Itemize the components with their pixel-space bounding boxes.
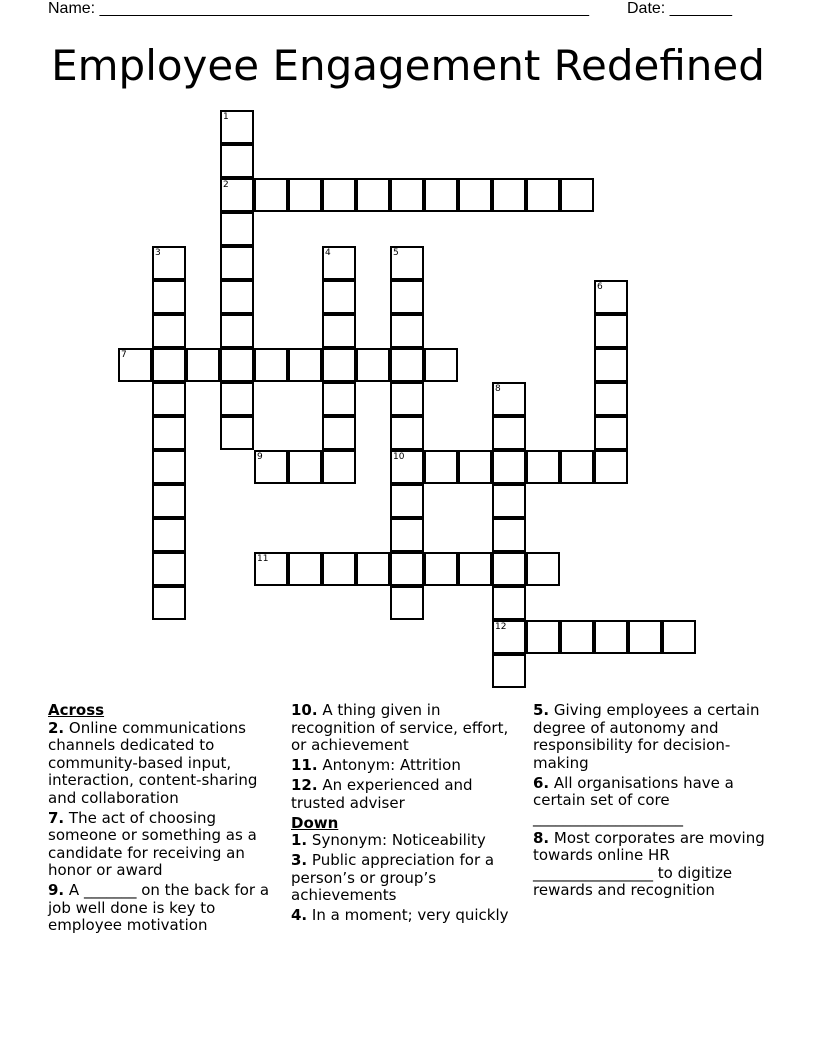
grid-cell[interactable] (220, 212, 254, 246)
clue-across-7: 7. The act of choosing someone or something as a candidate for receiving an honor or award (48, 808, 257, 879)
grid-cell[interactable] (628, 620, 662, 654)
grid-cell[interactable] (356, 552, 390, 586)
clue-down-5: 5. Giving employees a certain degree of autonomy and responsibility for decision-making (533, 701, 760, 772)
name-field[interactable]: Name: _______________________________________________________ (48, 0, 589, 17)
grid-cell[interactable] (322, 178, 356, 212)
grid-cell[interactable] (288, 552, 322, 586)
grid-cell[interactable] (390, 552, 424, 586)
grid-cell[interactable] (390, 416, 424, 450)
header (48, 0, 748, 18)
grid-cell[interactable] (424, 450, 458, 484)
clue-across-2: 2. Online communications channels dedicated to community-based input, interaction, content-sharing and collaboration (48, 718, 258, 807)
grid-cell[interactable] (526, 450, 560, 484)
grid-cell[interactable] (220, 416, 254, 450)
clue-down-4: 4. In a moment; very quickly (291, 906, 509, 924)
grid-cell[interactable] (390, 178, 424, 212)
clue-down-3: 3. Public appreciation for a person’s or group’s achievements (291, 851, 495, 904)
grid-cell[interactable] (526, 620, 560, 654)
clue-number-11: 11 (257, 554, 269, 564)
clue-number-1: 1 (223, 112, 229, 122)
grid-cell[interactable] (220, 144, 254, 178)
grid-cell[interactable] (322, 416, 356, 450)
grid-cell[interactable] (492, 450, 526, 484)
grid-cell[interactable] (560, 178, 594, 212)
grid-cell[interactable] (492, 416, 526, 450)
clue-number-12: 12 (495, 622, 507, 632)
grid-cell[interactable] (594, 416, 628, 450)
grid-cell[interactable] (288, 178, 322, 212)
grid-cell[interactable] (152, 416, 186, 450)
clue-down-6: 6. All organisations have a certain set of core ____________________ (533, 773, 734, 827)
grid-cell[interactable] (356, 178, 390, 212)
grid-cell[interactable] (152, 586, 186, 620)
clue-number-2: 2 (223, 180, 229, 190)
grid-cell[interactable] (390, 484, 424, 518)
grid-cell[interactable] (390, 280, 424, 314)
clues-column-2 (291, 702, 511, 927)
clue-number-4: 4 (325, 248, 331, 258)
grid-cell[interactable] (424, 552, 458, 586)
grid-cell[interactable] (288, 348, 322, 382)
clue-number-6: 6 (597, 282, 603, 292)
clue-down-8: 8. Most corporates are moving towards online HR ________________ to digitize rewards and recognition (533, 828, 765, 899)
clue-number-10: 10 (393, 452, 405, 462)
grid-cell[interactable] (254, 348, 288, 382)
grid-cell[interactable] (152, 484, 186, 518)
grid-cell[interactable] (356, 348, 390, 382)
grid-cell[interactable] (594, 382, 628, 416)
grid-cell[interactable] (662, 620, 696, 654)
down-heading: Down (291, 813, 339, 832)
clues-column-1 (48, 702, 280, 937)
grid-cell[interactable] (152, 552, 186, 586)
grid-cell[interactable] (492, 518, 526, 552)
grid-cell[interactable] (458, 178, 492, 212)
grid-cell[interactable] (390, 586, 424, 620)
clue-number-5: 5 (393, 248, 399, 258)
grid-cell[interactable] (322, 552, 356, 586)
grid-cell[interactable] (322, 382, 356, 416)
grid-cell[interactable] (322, 314, 356, 348)
clue-number-8: 8 (495, 384, 501, 394)
grid-cell[interactable] (492, 484, 526, 518)
grid-cell[interactable] (220, 314, 254, 348)
grid-cell[interactable] (152, 314, 186, 348)
grid-cell[interactable] (492, 654, 526, 688)
grid-cell[interactable] (390, 314, 424, 348)
grid-cell[interactable] (390, 518, 424, 552)
clue-across-10: 10. A thing given in recognition of service, effort, or achievement (291, 701, 509, 754)
grid-cell[interactable] (152, 280, 186, 314)
grid-cell[interactable] (492, 552, 526, 586)
grid-cell[interactable] (424, 348, 458, 382)
clue-number-9: 9 (257, 452, 263, 462)
grid-cell[interactable] (288, 450, 322, 484)
grid-cell[interactable] (220, 382, 254, 416)
grid-cell[interactable] (458, 450, 492, 484)
clue-across-12: 12. An experienced and trusted adviser (291, 776, 473, 812)
grid-cell[interactable] (322, 450, 356, 484)
grid-cell[interactable] (424, 178, 458, 212)
grid-cell[interactable] (220, 246, 254, 280)
clues-column-3 (533, 702, 765, 902)
clue-down-1: 1. Synonym: Noticeability (291, 831, 486, 849)
grid-cell[interactable] (526, 178, 560, 212)
grid-cell[interactable] (594, 450, 628, 484)
grid-cell[interactable] (152, 348, 186, 382)
clue-across-9: 9. A _______ on the back for a job well done is key to employee motivation (48, 881, 270, 934)
grid-cell[interactable] (186, 348, 220, 382)
date-field[interactable]: Date: _______ (627, 0, 732, 17)
grid-cell[interactable] (492, 178, 526, 212)
grid-cell[interactable] (594, 348, 628, 382)
grid-cell[interactable] (390, 348, 424, 382)
clue-across-11: 11. Antonym: Attrition (291, 756, 461, 774)
grid-cell[interactable] (220, 348, 254, 382)
grid-cell[interactable] (322, 280, 356, 314)
grid-cell[interactable] (492, 586, 526, 620)
grid-cell[interactable] (390, 382, 424, 416)
grid-cell[interactable] (152, 382, 186, 416)
grid-cell[interactable] (458, 552, 492, 586)
grid-cell[interactable] (594, 620, 628, 654)
across-heading: Across (48, 701, 105, 719)
grid-cell[interactable] (220, 280, 254, 314)
grid-cell[interactable] (526, 552, 560, 586)
clue-number-7: 7 (121, 350, 127, 360)
clue-number-3: 3 (155, 248, 161, 258)
grid-cell[interactable] (254, 178, 288, 212)
grid-cell[interactable] (560, 620, 594, 654)
grid-cell[interactable] (152, 518, 186, 552)
grid-cell[interactable] (322, 348, 356, 382)
grid-cell[interactable] (152, 450, 186, 484)
grid-cell[interactable] (594, 314, 628, 348)
page-title: Employee Engagement Redefined (51, 41, 765, 90)
grid-cell[interactable] (560, 450, 594, 484)
